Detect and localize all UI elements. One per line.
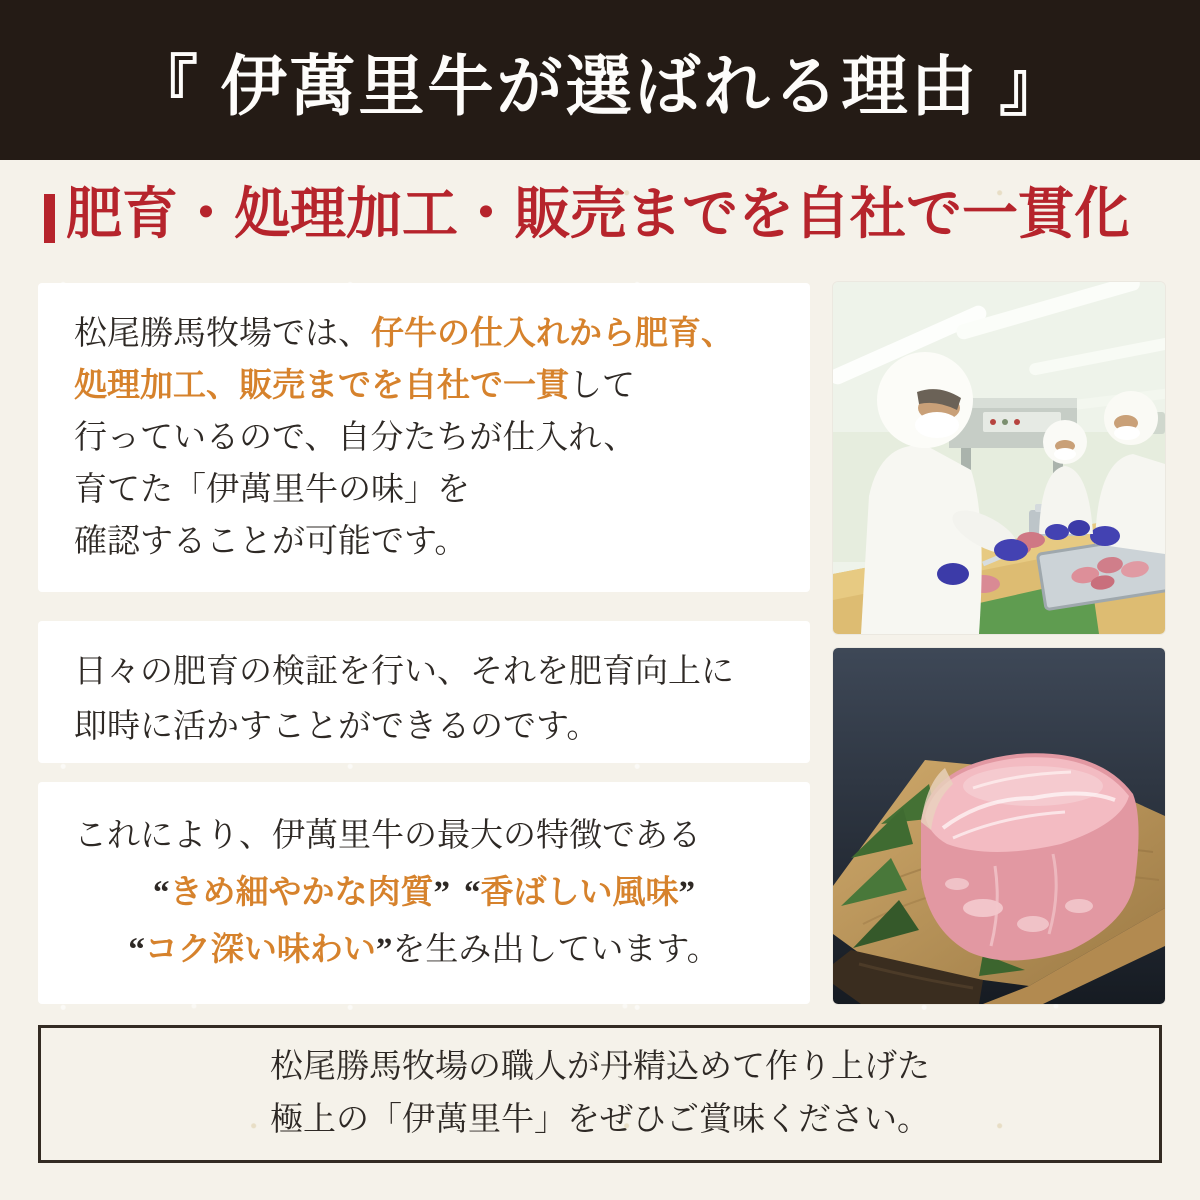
quote-open-3: “	[128, 932, 145, 968]
intro-card	[38, 283, 810, 592]
quote-open-1: “	[153, 875, 170, 911]
section-heading: 肥育・処理加工・販売までを自社で一貫化	[66, 184, 1130, 246]
quote-close-3: ”	[375, 932, 393, 968]
top-banner	[0, 0, 1200, 160]
quote-close-1: ”	[433, 875, 450, 911]
intro-line-3: 行っているので、自分たちが仕入れ、	[74, 420, 637, 456]
beef-steak-illustration	[833, 648, 1165, 1004]
intro-line-1	[74, 308, 774, 360]
feedback-line-2: 即時に活かすことができるのです。	[74, 709, 600, 745]
meat-processing-illustration	[833, 282, 1165, 634]
quote-open-2: “	[464, 875, 481, 911]
feature-line-2	[74, 865, 774, 922]
feature-card	[38, 782, 810, 1004]
intro-line-4: 育てた「伊萬里牛の味」を	[74, 472, 470, 508]
banner-title: 『 伊萬里牛が選ばれる理由 』	[132, 50, 1068, 124]
footer-note-box	[38, 1025, 1162, 1163]
intro-line-2	[74, 360, 774, 412]
feedback-card	[38, 621, 810, 763]
intro-line-1-orange: 仔牛の仕入れから肥育、	[371, 316, 734, 352]
footer-line-2: 極上の「伊萬里牛」をぜひご賞味ください。	[270, 1102, 930, 1138]
feature-line-1: これにより、伊萬里牛の最大の特徴である	[74, 818, 701, 854]
feature-phrase-1: きめ細やかな肉質	[169, 875, 434, 911]
heading-accent-bar	[44, 194, 55, 243]
feature-line-3	[74, 922, 774, 979]
quote-close-2: ”	[678, 875, 695, 911]
feature-phrase-2: 香ばしい風味	[480, 875, 679, 911]
intro-line-2-black: して	[569, 368, 635, 404]
meat-processing-photo	[833, 282, 1165, 634]
intro-line-1-black: 松尾勝馬牧場では、	[74, 316, 371, 352]
feature-tail: を生み出しています。	[392, 932, 720, 968]
feedback-line-1: 日々の肥育の検証を行い、それを肥育向上に	[74, 654, 734, 690]
intro-line-2-orange: 処理加工、販売までを自社で一貫	[74, 368, 569, 404]
intro-line-5: 確認することが可能です。	[74, 524, 468, 560]
feature-phrase-3: コク深い味わい	[144, 932, 376, 968]
footer-line-1: 松尾勝馬牧場の職人が丹精込めて作り上げた	[270, 1049, 930, 1085]
beef-steak-photo	[833, 648, 1165, 1004]
